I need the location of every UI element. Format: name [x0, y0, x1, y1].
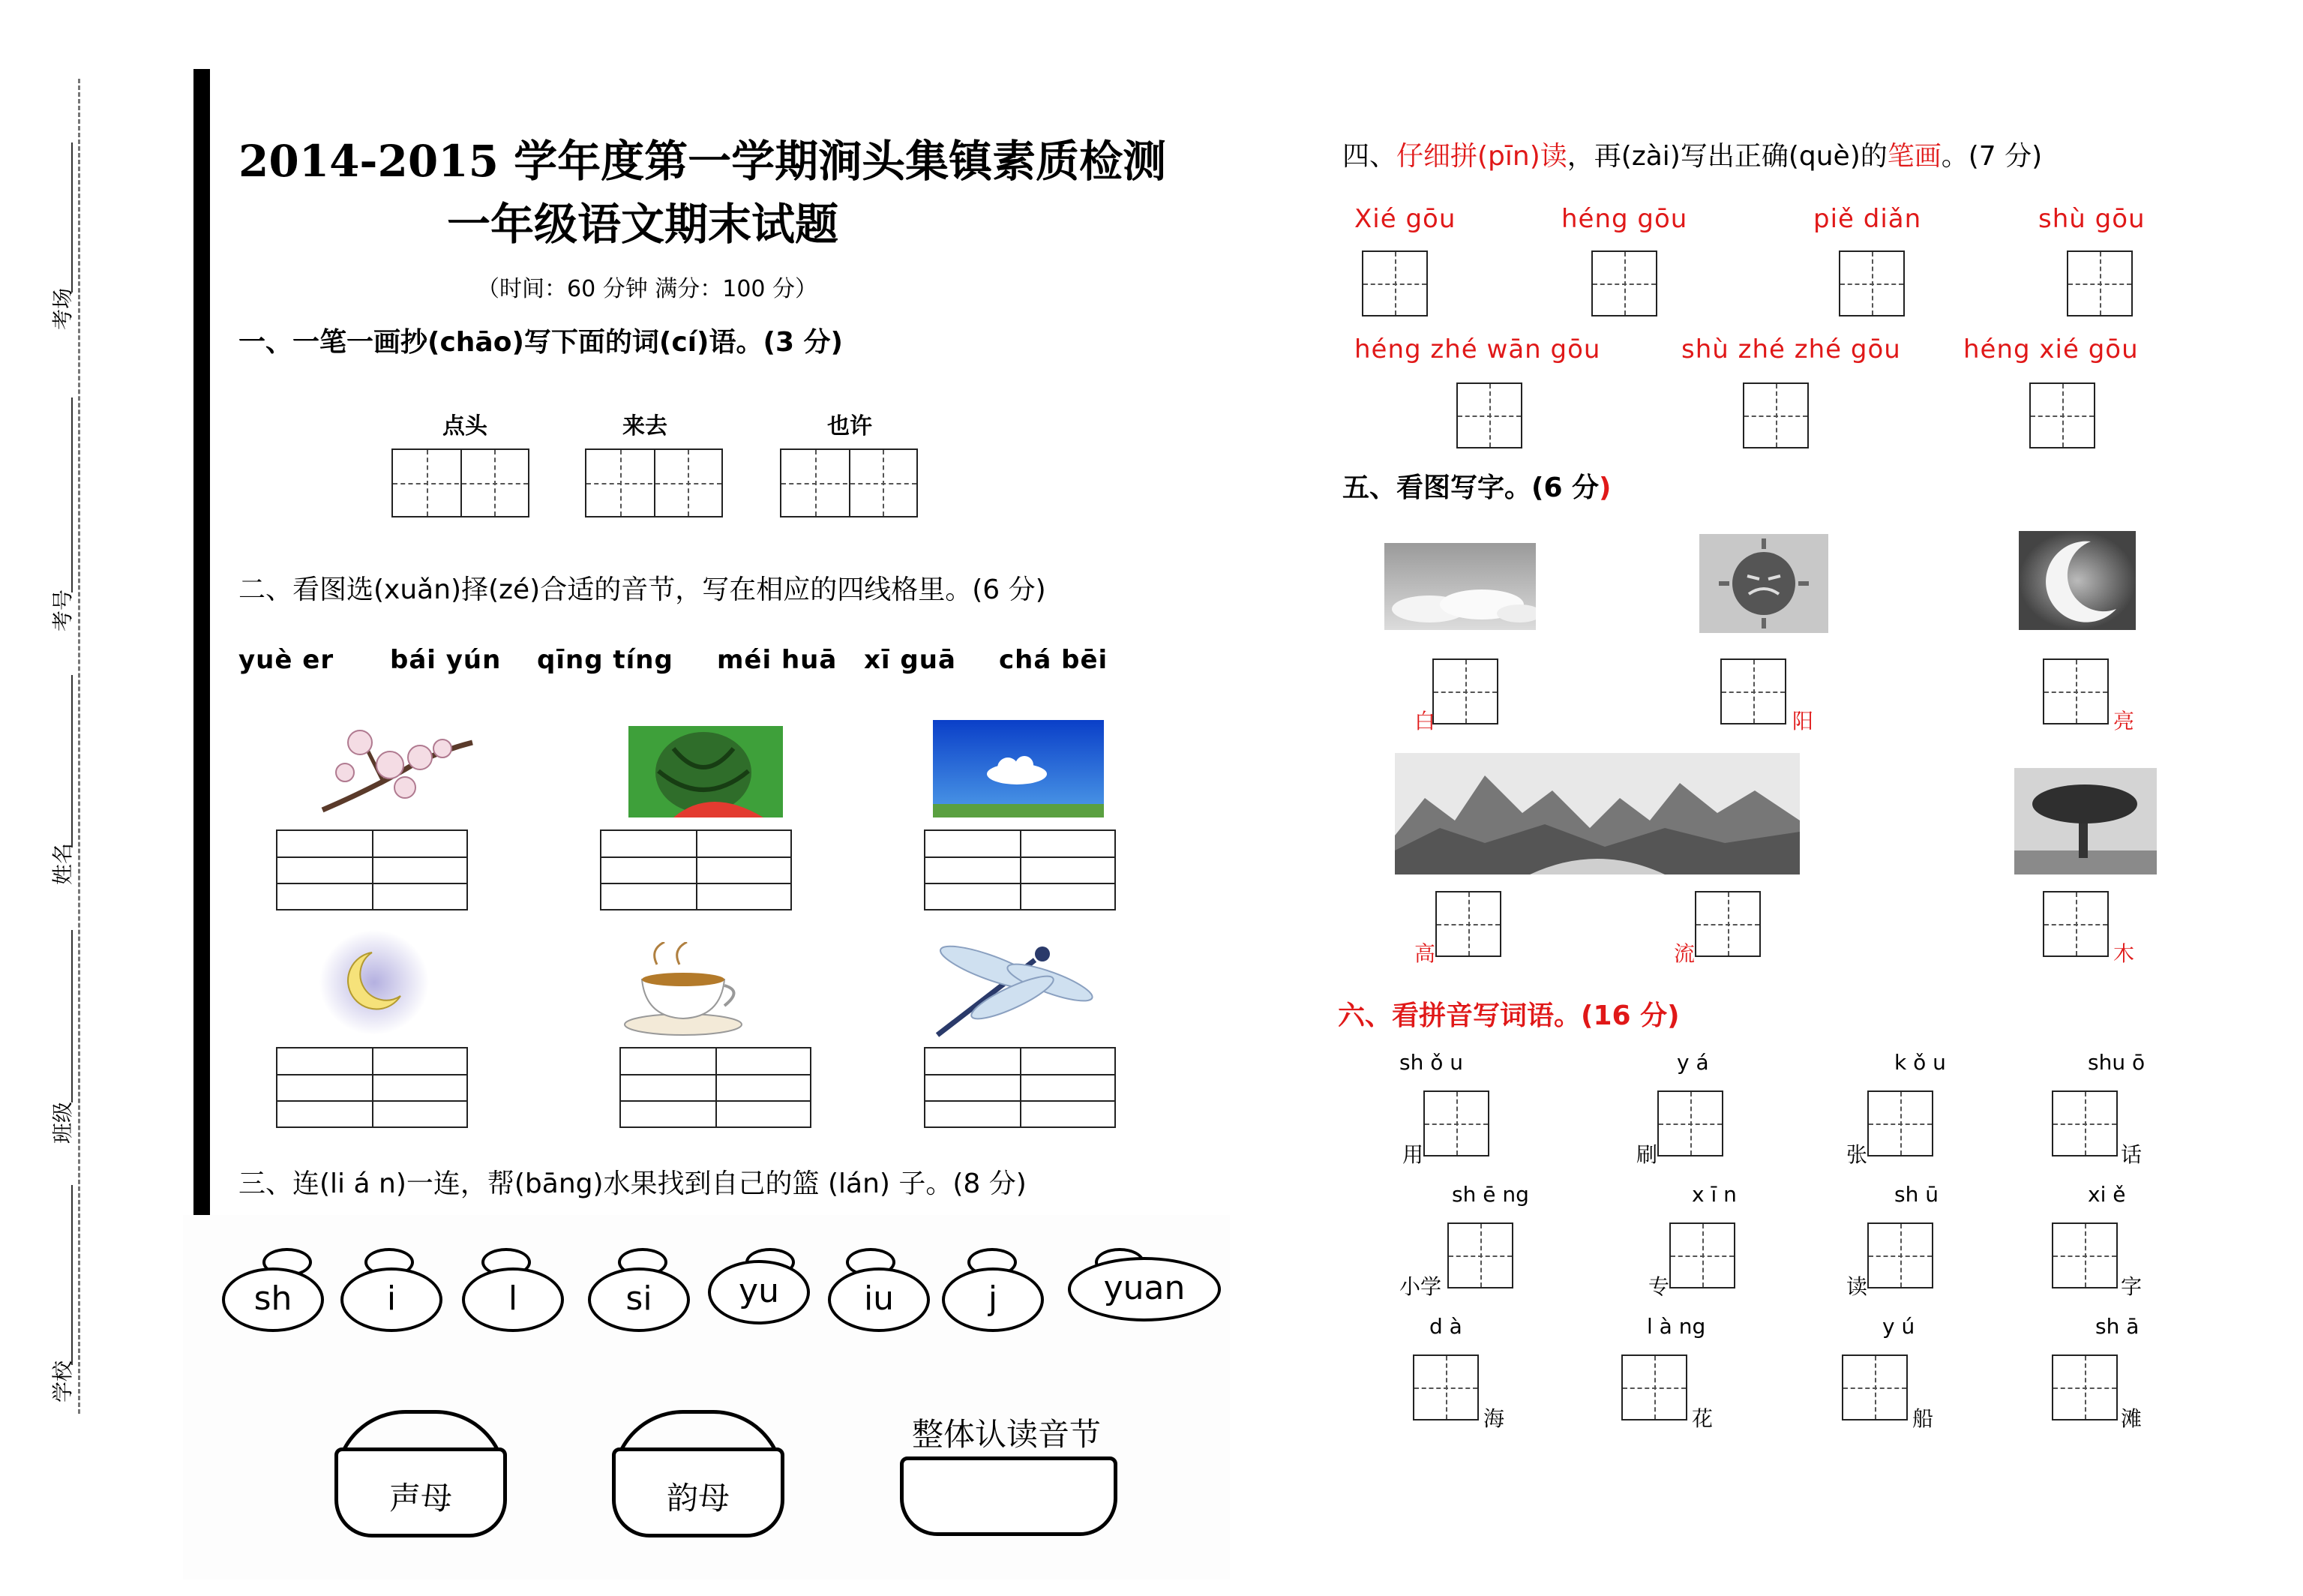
fruit-yuan[interactable]: yuan: [1068, 1257, 1221, 1322]
q6-writing-box[interactable]: [1447, 1222, 1513, 1288]
basket-initials[interactable]: 声母: [334, 1448, 507, 1538]
sidebar-label-exam-room: 考场: [50, 287, 75, 330]
q6-writing-box[interactable]: [1669, 1222, 1735, 1288]
four-line-grid[interactable]: [924, 830, 1116, 910]
q6-hint: 小学: [1399, 1274, 1442, 1299]
q6-pinyin: l à ng: [1647, 1314, 1706, 1339]
q6-writing-box[interactable]: [1867, 1090, 1933, 1156]
picture-writing-box[interactable]: [1695, 891, 1761, 957]
q4-title: [1342, 135, 2042, 173]
tree-picture: [2014, 768, 2157, 874]
stroke-name: shù gōu: [2038, 204, 2146, 234]
q1-writing-grid[interactable]: [391, 448, 529, 518]
sidebar-line: [71, 398, 73, 592]
tea-cup-picture: [619, 942, 747, 1040]
q2-title: 二、看图选(xuǎn)择(zé)合适的音节，写在相应的四线格里。(6 分): [238, 574, 1046, 605]
sidebar-label-name: 姓名: [50, 842, 75, 885]
four-line-grid[interactable]: [276, 830, 468, 910]
sidebar-line: [71, 930, 73, 1102]
q2-option: chá bēi: [999, 645, 1108, 675]
picture-writing-box[interactable]: [1435, 891, 1501, 957]
q6-pinyin: d à: [1429, 1314, 1462, 1339]
stroke-writing-box[interactable]: [1743, 382, 1809, 448]
q6-writing-box[interactable]: [2052, 1222, 2118, 1288]
fruit-si[interactable]: si: [588, 1268, 690, 1332]
watermelon-picture: [628, 726, 783, 818]
four-line-grid[interactable]: [600, 830, 792, 910]
four-line-grid[interactable]: [276, 1047, 468, 1128]
binding-strip: [78, 79, 101, 1414]
fruit-yu[interactable]: yu: [708, 1260, 810, 1324]
fruit-iu[interactable]: iu: [828, 1268, 930, 1332]
stroke-name: héng xié gōu: [1963, 334, 2139, 364]
q6-pinyin: y ú: [1882, 1314, 1915, 1339]
q1-word: 点头: [442, 413, 487, 440]
q6-writing-box[interactable]: [1657, 1090, 1723, 1156]
q6-hint: 海: [1483, 1406, 1505, 1431]
q2-option: xī guā: [864, 645, 956, 675]
q6-pinyin: sh ū: [1894, 1182, 1939, 1207]
mountain-river-picture: [1395, 753, 1800, 874]
q1-title: 一、一笔一画抄(chāo)写下面的词(cí)语。(3 分): [238, 327, 843, 358]
sidebar-label-exam-number: 考号: [50, 589, 75, 632]
q2-option: yuè er: [238, 645, 334, 675]
q6-pinyin: xi ě: [2088, 1182, 2126, 1207]
picture-hint: 木: [2113, 941, 2135, 966]
q4-title-highlight: 笔画: [1887, 141, 1942, 172]
q2-option: qīng tíng: [537, 645, 673, 675]
picture-hint: 亮: [2113, 709, 2135, 734]
q6-hint: 花: [1692, 1406, 1714, 1431]
q6-hint: 滩: [2121, 1406, 2143, 1431]
q6-pinyin: x ī n: [1692, 1182, 1737, 1207]
q6-pinyin: shu ō: [2088, 1050, 2146, 1075]
picture-hint: 高: [1414, 941, 1436, 966]
four-line-grid[interactable]: [619, 1047, 811, 1128]
sidebar-line: [71, 142, 73, 292]
fruit-i[interactable]: i: [340, 1268, 442, 1332]
q6-title: 六、看拼音写词语。(16 分): [1338, 1000, 1680, 1031]
stroke-name: héng zhé wān gōu: [1354, 334, 1601, 364]
picture-writing-box[interactable]: [1720, 658, 1786, 724]
exam-meta: （时间：60 分钟 满分：100 分）: [477, 276, 818, 302]
stroke-writing-box[interactable]: [1456, 382, 1522, 448]
q6-writing-box[interactable]: [1413, 1354, 1479, 1420]
q1-word: 也许: [827, 413, 872, 440]
q1-writing-grid[interactable]: [585, 448, 723, 518]
q6-pinyin: sh ǒ u: [1399, 1050, 1464, 1075]
stroke-writing-box[interactable]: [1362, 250, 1428, 316]
stroke-writing-box[interactable]: [2067, 250, 2133, 316]
stroke-name: piě diǎn: [1813, 204, 1922, 234]
picture-writing-box[interactable]: [2043, 658, 2109, 724]
q6-hint: 专: [1648, 1274, 1670, 1299]
sidebar-line: [71, 1185, 73, 1365]
q6-hint: 船: [1912, 1406, 1934, 1431]
q6-pinyin: k ǒ u: [1894, 1050, 1946, 1075]
fruit-l[interactable]: l: [462, 1268, 564, 1332]
q6-writing-box[interactable]: [1423, 1090, 1489, 1156]
q2-option: bái yún: [390, 645, 502, 675]
basket-finals[interactable]: 韵母: [612, 1448, 784, 1538]
fruit-sh[interactable]: sh: [222, 1268, 324, 1332]
picture-writing-box[interactable]: [1432, 658, 1498, 724]
q4-num: 四、: [1342, 141, 1397, 172]
page-subtitle: 一年级语文期末试题: [447, 199, 839, 250]
q6-writing-box[interactable]: [2052, 1090, 2118, 1156]
dragonfly-picture: [922, 938, 1095, 1042]
stroke-writing-box[interactable]: [1591, 250, 1657, 316]
q6-hint: 话: [2121, 1142, 2143, 1167]
blue-sky-cloud-picture: [933, 720, 1104, 818]
four-line-grid[interactable]: [924, 1047, 1116, 1128]
q4-title-highlight: 仔细拼(pīn)读: [1396, 141, 1567, 172]
cloud-picture: [1384, 543, 1536, 630]
picture-hint: 阳: [1792, 709, 1814, 734]
q6-pinyin: y á: [1677, 1050, 1709, 1075]
sun-picture: [1699, 534, 1828, 633]
stroke-writing-box[interactable]: [1839, 250, 1905, 316]
stroke-name: héng gōu: [1561, 204, 1688, 234]
q6-hint: 用: [1402, 1142, 1424, 1167]
sidebar-line: [71, 675, 73, 848]
q6-pinyin: sh ē ng: [1452, 1182, 1529, 1207]
q6-hint: 读: [1846, 1274, 1868, 1299]
q1-writing-grid[interactable]: [780, 448, 918, 518]
picture-writing-box[interactable]: [2043, 891, 2109, 957]
sidebar-label-class: 班级: [50, 1101, 75, 1144]
fruit-j[interactable]: j: [942, 1268, 1044, 1332]
basket-whole-syllables[interactable]: [900, 1456, 1117, 1536]
q3-title: 三、连(li á n)一连，帮(bāng)水果找到自己的篮 (lán) 子。(8 分): [238, 1168, 1027, 1199]
q6-writing-box[interactable]: [1867, 1222, 1933, 1288]
picture-hint: 白: [1414, 709, 1436, 734]
q5-title-text: 五、看图写字。(6 分: [1342, 472, 1600, 503]
page-title: 2014-2015 学年度第一学期涧头集镇素质检测: [238, 136, 1167, 187]
q6-hint: 字: [2121, 1274, 2143, 1299]
q6-writing-box[interactable]: [1621, 1354, 1687, 1420]
q5-title: [1342, 466, 1612, 505]
q1-word: 来去: [622, 413, 667, 440]
stroke-name: shù zhé zhé gōu: [1681, 334, 1901, 364]
stroke-name: Xié gōu: [1354, 204, 1456, 234]
q4-title-end: 。(7 分): [1941, 141, 2043, 172]
picture-hint: 流: [1674, 941, 1696, 966]
moon-picture: [319, 930, 429, 1035]
stroke-writing-box[interactable]: [2029, 382, 2095, 448]
q6-writing-box[interactable]: [1842, 1354, 1908, 1420]
q6-pinyin: sh ā: [2095, 1314, 2140, 1339]
basket-whole-syllables-label: 整体认读音节: [912, 1416, 1102, 1453]
q5-title-close: ): [1599, 472, 1612, 503]
q4-title-mid: ，再(zài)写出正确(què)的: [1567, 141, 1888, 172]
q6-writing-box[interactable]: [2052, 1354, 2118, 1420]
q2-option: méi huā: [717, 645, 838, 675]
sidebar-label-school: 学校: [50, 1360, 75, 1402]
crescent-moon-picture: [2019, 531, 2136, 630]
plum-blossom-picture: [315, 720, 480, 818]
q6-hint: 刷: [1636, 1142, 1658, 1167]
q6-hint: 张: [1846, 1142, 1868, 1167]
